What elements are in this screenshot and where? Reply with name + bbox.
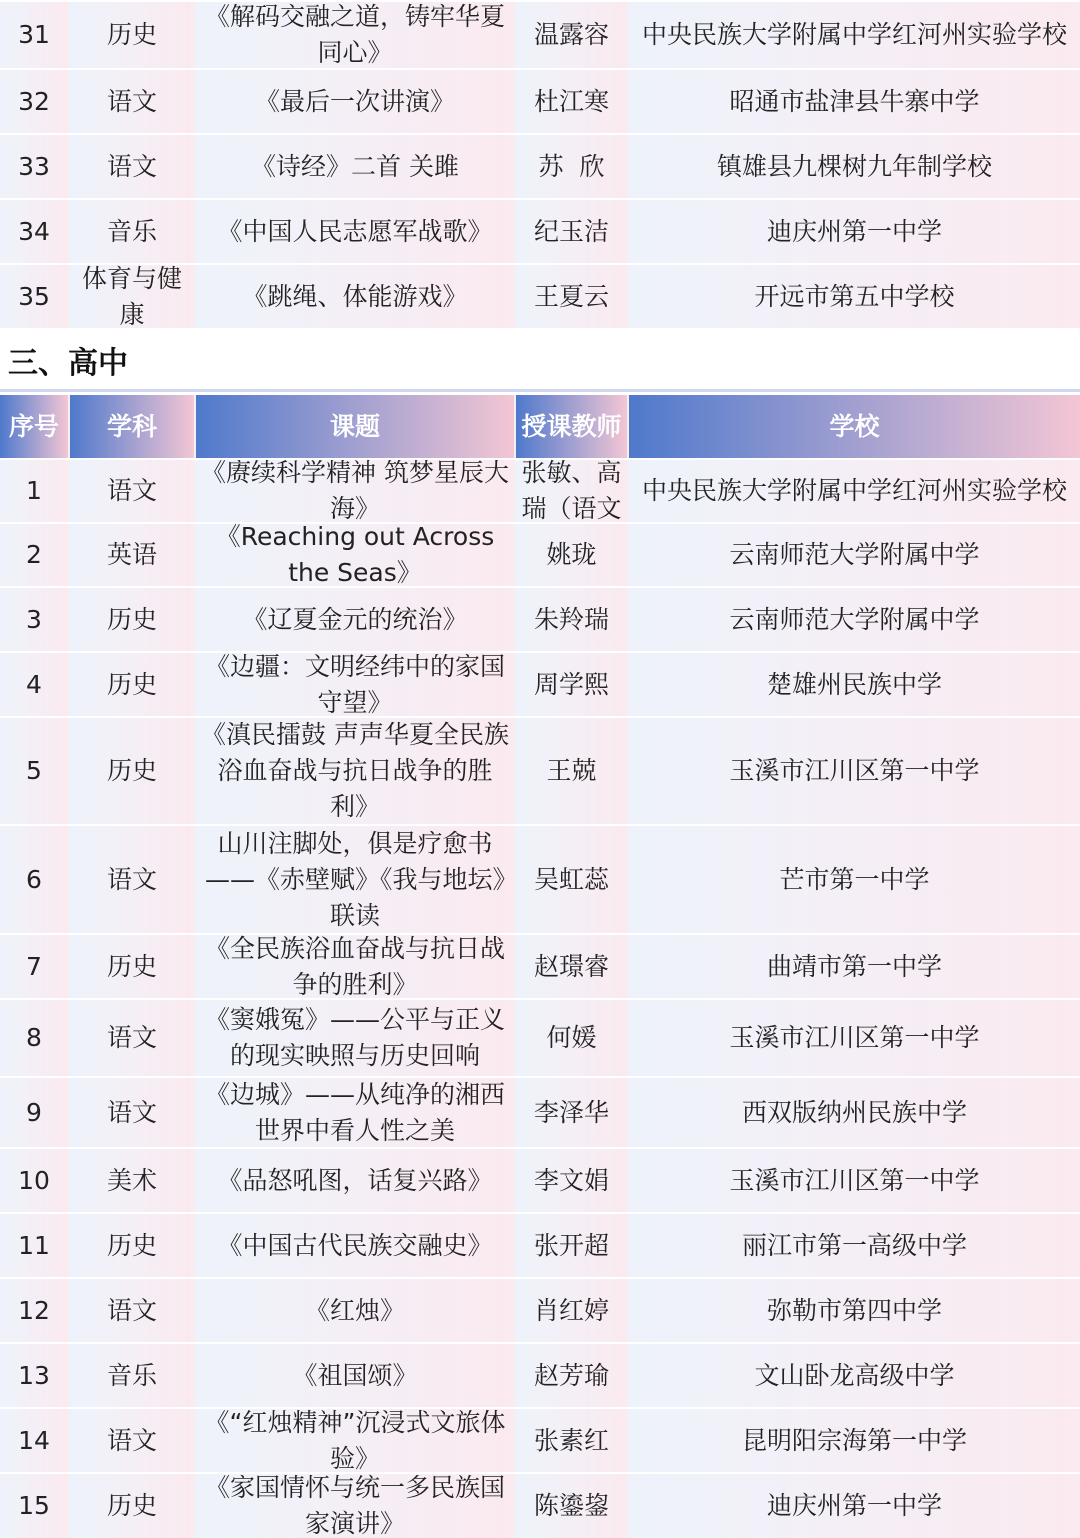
cell-no: 7 — [0, 935, 68, 998]
cell-teacher: 何媛 — [514, 1000, 627, 1076]
table-row — [0, 1214, 1080, 1277]
table-row — [0, 826, 1080, 933]
cell-topic: 《祖国颂》 — [194, 1344, 514, 1407]
cell-no: 12 — [0, 1279, 68, 1342]
header-school: 学校 — [627, 395, 1080, 458]
cell-subject: 音乐 — [68, 1344, 194, 1407]
cell-teacher: 肖红婷 — [514, 1279, 627, 1342]
cell-school: 玉溪市江川区第一中学 — [627, 1149, 1080, 1212]
cell-school: 丽江市第一高级中学 — [627, 1214, 1080, 1277]
cell-topic: 《赓续科学精神 筑梦星辰大海》 — [194, 460, 514, 522]
cell-school: 昆明阳宗海第一中学 — [627, 1409, 1080, 1472]
cell-teacher: 张敏、高瑞（语文 — [514, 460, 627, 522]
table-row — [0, 718, 1080, 824]
cell-subject: 语文 — [68, 826, 194, 933]
cell-school: 开远市第五中学校 — [627, 265, 1080, 328]
cell-teacher: 纪玉洁 — [514, 200, 627, 263]
cell-subject: 语文 — [68, 460, 194, 522]
cell-school: 云南师范大学附属中学 — [627, 588, 1080, 651]
table-row — [0, 460, 1080, 522]
cell-topic: 山川注脚处，俱是疗愈书——《赤壁赋》《我与地坛》联读 — [194, 826, 514, 933]
cell-no: 5 — [0, 718, 68, 824]
cell-school: 中央民族大学附属中学红河州实验学校 — [627, 460, 1080, 522]
cell-school: 文山卧龙高级中学 — [627, 1344, 1080, 1407]
cell-topic: 《辽夏金元的统治》 — [194, 588, 514, 651]
cell-teacher: 王夏云 — [514, 265, 627, 328]
cell-school: 中央民族大学附属中学红河州实验学校 — [627, 2, 1080, 68]
cell-subject: 历史 — [68, 653, 194, 716]
cell-subject: 历史 — [68, 935, 194, 998]
cell-topic: 《滇民擂鼓 声声华夏全民族浴血奋战与抗日战争的胜利》 — [194, 718, 514, 824]
cell-no: 13 — [0, 1344, 68, 1407]
cell-topic: 《解码交融之道，铸牢华夏同心》 — [194, 2, 514, 68]
cell-no: 10 — [0, 1149, 68, 1212]
cell-school: 玉溪市江川区第一中学 — [627, 718, 1080, 824]
table-header — [0, 395, 1080, 458]
table-row — [0, 588, 1080, 651]
cell-no: 3 — [0, 588, 68, 651]
cell-topic: 《“红烛精神”沉浸式文旅体验》 — [194, 1409, 514, 1472]
section-title: 三、高中 — [0, 330, 1080, 392]
cell-no: 1 — [0, 460, 68, 522]
table-row — [0, 265, 1080, 328]
cell-topic: 《Reaching out Across the Seas》 — [194, 524, 514, 586]
table-row — [0, 2, 1080, 68]
cell-no: 33 — [0, 135, 68, 198]
cell-teacher: 周学熙 — [514, 653, 627, 716]
cell-no: 32 — [0, 70, 68, 133]
header-topic: 课题 — [194, 395, 514, 458]
cell-teacher: 王兢 — [514, 718, 627, 824]
cell-subject: 语文 — [68, 70, 194, 133]
cell-topic: 《中国人民志愿军战歌》 — [194, 200, 514, 263]
cell-no: 31 — [0, 2, 68, 68]
cell-school: 西双版纳州民族中学 — [627, 1078, 1080, 1147]
cell-teacher: 吴虹蕊 — [514, 826, 627, 933]
cell-teacher: 张素红 — [514, 1409, 627, 1472]
cell-school: 迪庆州第一中学 — [627, 1474, 1080, 1538]
cell-topic: 《跳绳、体能游戏》 — [194, 265, 514, 328]
cell-topic: 《家国情怀与统一多民族国家演讲》 — [194, 1474, 514, 1538]
cell-subject: 体育与健康 — [68, 265, 194, 328]
cell-school: 芒市第一中学 — [627, 826, 1080, 933]
cell-topic: 《边城》——从纯净的湘西世界中看人性之美 — [194, 1078, 514, 1147]
cell-school: 曲靖市第一中学 — [627, 935, 1080, 998]
cell-subject: 音乐 — [68, 200, 194, 263]
cell-subject: 美术 — [68, 1149, 194, 1212]
cell-topic: 《中国古代民族交融史》 — [194, 1214, 514, 1277]
table-row — [0, 1279, 1080, 1342]
cell-no: 4 — [0, 653, 68, 716]
cell-topic: 《品怒吼图，话复兴路》 — [194, 1149, 514, 1212]
cell-teacher: 赵芳瑜 — [514, 1344, 627, 1407]
cell-teacher: 李泽华 — [514, 1078, 627, 1147]
table-row — [0, 1149, 1080, 1212]
cell-no: 15 — [0, 1474, 68, 1538]
cell-no: 8 — [0, 1000, 68, 1076]
cell-no: 11 — [0, 1214, 68, 1277]
cell-topic: 《最后一次讲演》 — [194, 70, 514, 133]
table-row — [0, 524, 1080, 586]
cell-subject: 语文 — [68, 1000, 194, 1076]
cell-teacher: 张开超 — [514, 1214, 627, 1277]
cell-school: 玉溪市江川区第一中学 — [627, 1000, 1080, 1076]
cell-subject: 语文 — [68, 1409, 194, 1472]
cell-school: 弥勒市第四中学 — [627, 1279, 1080, 1342]
table-row — [0, 1474, 1080, 1538]
table-row — [0, 653, 1080, 716]
table-row — [0, 1344, 1080, 1407]
cell-topic: 《边疆：文明经纬中的家国守望》 — [194, 653, 514, 716]
header-subject: 学科 — [68, 395, 194, 458]
cell-teacher: 姚珑 — [514, 524, 627, 586]
table-row — [0, 935, 1080, 998]
header-teacher: 授课教师 — [514, 395, 627, 458]
table-row — [0, 135, 1080, 198]
cell-subject: 历史 — [68, 1214, 194, 1277]
table-row — [0, 200, 1080, 263]
cell-topic: 《窦娥冤》——公平与正义的现实映照与历史回响 — [194, 1000, 514, 1076]
cell-teacher: 朱羚瑞 — [514, 588, 627, 651]
cell-school: 楚雄州民族中学 — [627, 653, 1080, 716]
header-no: 序号 — [0, 395, 68, 458]
cell-teacher: 李文娟 — [514, 1149, 627, 1212]
cell-subject: 英语 — [68, 524, 194, 586]
cell-school: 云南师范大学附属中学 — [627, 524, 1080, 586]
cell-no: 6 — [0, 826, 68, 933]
table-row — [0, 1078, 1080, 1147]
cell-subject: 语文 — [68, 1078, 194, 1147]
cell-teacher: 陈鎏鋆 — [514, 1474, 627, 1538]
cell-teacher: 温露容 — [514, 2, 627, 68]
cell-topic: 《全民族浴血奋战与抗日战争的胜利》 — [194, 935, 514, 998]
cell-subject: 历史 — [68, 2, 194, 68]
table-row — [0, 1409, 1080, 1472]
cell-no: 14 — [0, 1409, 68, 1472]
cell-no: 34 — [0, 200, 68, 263]
cell-subject: 历史 — [68, 1474, 194, 1538]
cell-no: 2 — [0, 524, 68, 586]
cell-school: 昭通市盐津县牛寨中学 — [627, 70, 1080, 133]
cell-topic: 《红烛》 — [194, 1279, 514, 1342]
cell-subject: 语文 — [68, 135, 194, 198]
cell-no: 9 — [0, 1078, 68, 1147]
table-row — [0, 1000, 1080, 1076]
cell-teacher: 苏 欣 — [514, 135, 627, 198]
table-row — [0, 70, 1080, 133]
cell-subject: 历史 — [68, 718, 194, 824]
cell-no: 35 — [0, 265, 68, 328]
cell-subject: 历史 — [68, 588, 194, 651]
cell-school: 迪庆州第一中学 — [627, 200, 1080, 263]
cell-teacher: 杜江寒 — [514, 70, 627, 133]
cell-subject: 语文 — [68, 1279, 194, 1342]
cell-topic: 《诗经》二首 关雎 — [194, 135, 514, 198]
cell-school: 镇雄县九棵树九年制学校 — [627, 135, 1080, 198]
cell-teacher: 赵璟睿 — [514, 935, 627, 998]
